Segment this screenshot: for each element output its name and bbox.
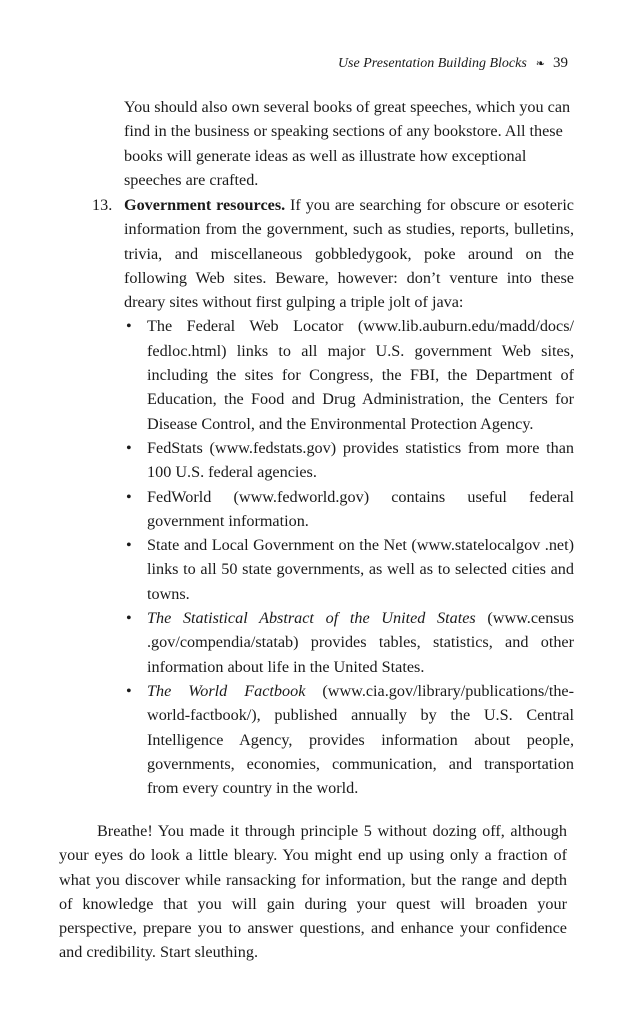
site-list-item <box>124 679 574 800</box>
running-head <box>338 54 568 73</box>
item-body <box>124 193 574 800</box>
bullet-icon: • <box>126 609 132 628</box>
bullet-icon: • <box>126 536 132 555</box>
page-number: 39 <box>553 55 568 71</box>
site-list-item <box>124 606 574 679</box>
intro-text: You should also own several books of great speeches, which you can find in the business or speaking sections of any bookstore. All these books will generate ideas as well as illustrate how exceptional speeches are crafted. <box>124 98 571 189</box>
site-description: (www.cia.gov/library/publications/the-world-factbook/), published annually by the U.S. Central Intelligence Agency, provides information about people, governments, economies, communication, and transportation from every country in the world. <box>147 681 574 798</box>
bullet-icon: • <box>126 681 132 700</box>
site-description: FedWorld (www.fedworld.gov) contains useful federal government information. <box>147 487 574 530</box>
site-description: (www.census .gov/compendia/statab) provides tables, statistics, and other information about life in the United States. <box>147 609 574 676</box>
intro-paragraph <box>124 95 574 192</box>
site-title: The World Factbook <box>147 681 306 700</box>
site-list-item <box>124 485 574 534</box>
item-heading: Government resources. <box>124 196 286 214</box>
site-description: FedStats (www.fedstats.gov) provides statistics from more than 100 U.S. federal agencies. <box>147 438 574 482</box>
running-head-title: Use Presentation Building Blocks <box>337 56 527 71</box>
closing-paragraph <box>59 819 567 965</box>
item-text: If you are searching for obscure or esoteric information from the government, such as studies, reports, bulletins, trivia, and miscellaneous gobbledygook, poke around on the following Web sites. Beware, however: don’t venture into these dreary sites without first gulping a triple jolt of java: <box>124 196 574 312</box>
site-title: The Statistical Abstract of the United States <box>147 609 476 628</box>
bullet-icon: • <box>126 438 132 457</box>
bullet-icon: • <box>126 317 132 336</box>
site-list-item <box>124 314 574 435</box>
closing-text: Breathe! You made it through principle 5 without dozing off, although your eyes do look a little bleary. You might end up using only a fraction of what you discover while ransacking for information, but the range and depth of knowledge that you will gain during your quest will broaden your perspective, prepare you to answer questions, and enhance your confidence and credibility. Start sleuthing. <box>59 822 567 962</box>
site-list <box>124 314 574 800</box>
site-description: The Federal Web Locator (www.lib.auburn.edu/madd/docs/ fedloc.html) links to all major U.S. government Web sites, including the sites for Congress, the FBI, the Department of Education, the Food and Drug Administration, the Centers for Disease Control, and the Environmental Protection Agency. <box>147 317 574 433</box>
list-item-13 <box>92 193 574 800</box>
site-description: State and Local Government on the Net (www.statelocalgov .net) links to all 50 state governments, as well as to selected cities and towns. <box>147 536 574 603</box>
item-number: 13. <box>92 196 113 214</box>
fleuron-icon: ❧ <box>535 58 545 70</box>
site-list-item <box>124 533 574 606</box>
site-list-item <box>124 436 574 485</box>
bullet-icon: • <box>126 487 132 506</box>
